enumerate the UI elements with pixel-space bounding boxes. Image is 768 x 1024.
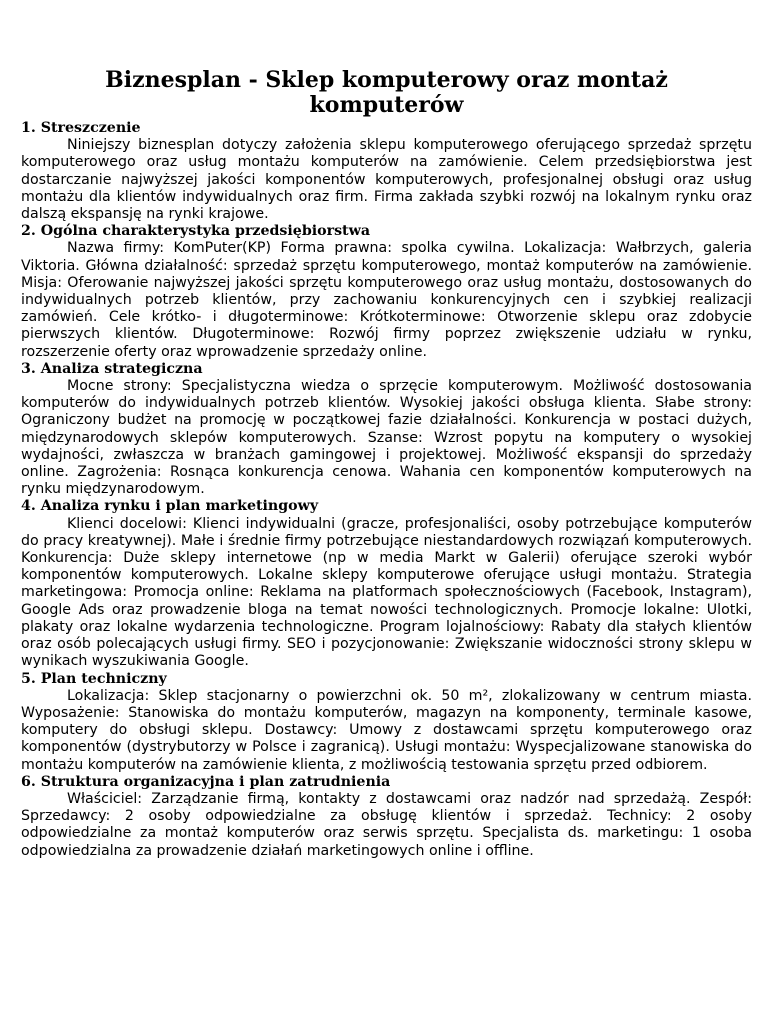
section-heading: 2. Ogólna charakterystyka przedsiębiorstwa	[21, 223, 371, 240]
section-body: Nazwa firmy: KomPuter(KP) Forma prawna: spolka cywilna. Lokalizacja: Wałbrzych, galeria Viktoria. Główna działalność: sprzedaż sprzętu komputerowego, montaż komputerów na zamówienie. Misja: Oferowanie najwyższej jakości sprzętu komputerowego oraz usług montażu, dostosowanych do indywidualnych potrzeb klientów, przy zachowaniu konkurencyjnych cen i szybkiej realizacji zamówień. Cele krótko- i długoterminowe: Krótkoterminowe: Otworzenie sklepu oraz zdobycie pierwszych klientów. Długoterminowe: Rozwój firmy poprzez zwiększenie udziału w rynku, rozszerzenie oferty oraz wprowadzenie sprzedaży online.	[21, 240, 752, 360]
section-analiza-strategiczna	[21, 361, 752, 499]
section-heading: 5. Plan techniczny	[21, 670, 167, 687]
section-heading: 6. Struktura organizacyjna i plan zatrudnienia	[21, 773, 391, 790]
section-body: Klienci docelowi: Klienci indywidualni (gracze, profesjonaliści, osoby potrzebujące komputerów do pracy kreatywnej). Małe i średnie firmy potrzebujące niestandardowych rozwiązań komputerowych. Konkurencja: Duże sklepy internetowe (np w media Markt w Galerii) oferujące szeroki wybór komponentów komputerowych. Lokalne sklepy komputerowe oferujące usługi montażu. Strategia marketingowa: Promocja online: Reklama na platformach społecznościowych (Facebook, Instagram), Google Ads oraz prowadzenie bloga na temat nowości technologicznych. Promocje lokalne: Ulotki, plakaty oraz lokalne wydarzenia technologiczne. Program lojalnościowy: Rabaty dla stałych klientów oraz osób polecających usługi firmy. SEO i pozycjonowanie: Zwiększanie widoczności strony sklepu w wynikach wyszukiwania Google.	[21, 515, 752, 670]
section-heading: 4. Analiza rynku i plan marketingowy	[21, 498, 319, 515]
section-charakterystyka	[21, 223, 752, 361]
section-body: Właściciel: Zarządzanie firmą, kontakty z dostawcami oraz nadzór nad sprzedażą. Zespół: Sprzedawcy: 2 osoby odpowiedzialne za obsługę klientów i sprzedaż. Technicy: 2 osoby odpowiedzialne za montaż komputerów oraz serwis sprzętu. Specjalista ds. marketingu: 1 osoba odpowiedzialna za prowadzenie działań marketingowych online i offline.	[21, 790, 752, 859]
section-body: Lokalizacja: Sklep stacjonarny o powierzchni ok. 50 m², zlokalizowany w centrum miasta. Wyposażenie: Stanowiska do montażu komputerów, magazyn na komponenty, terminale kasowe, komputery do obsługi sklepu. Dostawcy: Umowy z dostawcami sprzętu komputerowego oraz komponentów (dystrybutorzy w Polsce i zagranicą). Usługi montażu: Wyspecjalizowane stanowiska do montażu komputerów na zamówienie klienta, z możliwością testowania sprzętu przed odbiorem.	[21, 687, 752, 773]
section-struktura-organizacyjna	[21, 774, 752, 860]
section-analiza-rynku	[21, 498, 752, 670]
section-streszczenie	[21, 120, 752, 223]
section-heading: 3. Analiza strategiczna	[21, 360, 203, 377]
section-body: Niniejszy biznesplan dotyczy założenia sklepu komputerowego oferującego sprzedaż sprzętu komputerowego oraz usług montażu komputerów na zamówienie. Celem przedsiębiorstwa jest dostarczanie najwyższej jakości komponentów komputerowych, profesjonalnej obsługi oraz usług montażu dla klientów indywidualnych oraz firm. Firma zakłada szybki rozwój na lokalnym rynku oraz dalszą ekspansję na rynki krajowe.	[21, 137, 752, 223]
document-title: Biznesplan - Sklep komputerowy oraz montaż komputerów	[105, 67, 668, 118]
section-body: Mocne strony: Specjalistyczna wiedza o sprzęcie komputerowym. Możliwość dostosowania komputerów do indywidualnych potrzeb klientów. Wysokiej jakości obsługa klienta. Słabe strony: Ograniczony budżet na promocję w początkowej fazie działalności. Konkurencja w postaci dużych, międzynarodowych sklepów komputerowych. Szanse: Wzrost popytu na komputery o wysokiej wydajności, zwłaszcza w branżach gamingowej i projektowej. Możliwość ekspansji do sprzedaży online. Zagrożenia: Rosnąca konkurencja cenowa. Wahania cen komponentów komputerowych na rynku międzynarodowym.	[21, 378, 752, 498]
section-plan-techniczny	[21, 671, 752, 774]
section-heading: 1. Streszczenie	[21, 120, 141, 136]
